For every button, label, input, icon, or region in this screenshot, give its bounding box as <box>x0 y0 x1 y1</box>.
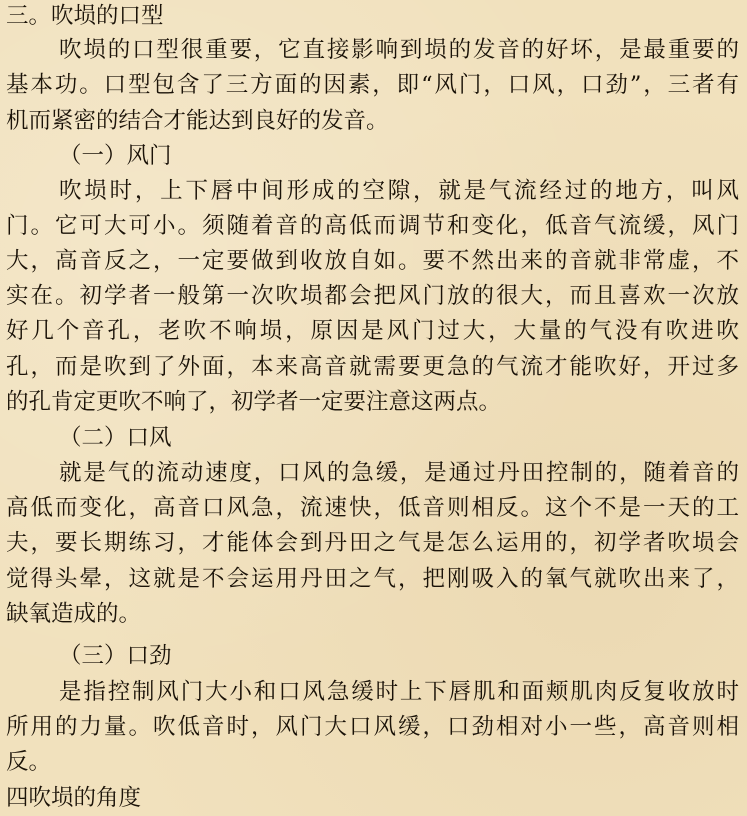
subsection-heading: （三）口劲 <box>59 643 172 669</box>
paragraph-line: 基本功。口型包含了三方面的因素，即“风门，口风，口劲”，三者有 <box>6 72 739 98</box>
paragraph-line: 反。 <box>6 749 52 775</box>
paragraph-line: 门。它可大可小。须随着音的高低而调节和变化，低音气流缓，风门 <box>6 213 739 239</box>
paragraph-line: 夫，要长期练习，才能体会到丹田之气是怎么运用的，初学者吹埙会 <box>6 530 739 556</box>
section-heading: 三。吹埙的口型 <box>6 3 164 29</box>
paragraph-line: 觉得头晕，这就是不会运用丹田之气，把刚吸入的氧气就吹出来了， <box>6 566 739 592</box>
paragraph-line: 高低而变化，高音口风急，流速快，低音则相反。这个不是一天的工 <box>6 495 739 521</box>
paragraph-line: 吹埙时，上下唇中间形成的空隙，就是气流经过的地方，叫风 <box>59 178 739 204</box>
paragraph-line: 吹埙的口型很重要，它直接影响到埙的发音的好坏，是最重要的 <box>59 37 739 63</box>
subsection-heading: （二）口风 <box>59 425 172 451</box>
paragraph-line: 大，高音反之，一定要做到收放自如。要不然出来的音就非常虚，不 <box>6 248 739 274</box>
paragraph-line: 的孔肯定更吹不响了，初学者一定要注意这两点。 <box>6 389 502 415</box>
paragraph-line: 所用的力量。吹低音时，风门大口风缓，口劲相对小一些，高音则相 <box>6 714 739 740</box>
paragraph-line: 机而紧密的结合才能达到良好的发音。 <box>6 108 389 134</box>
section-heading: 四吹埙的角度 <box>6 785 142 811</box>
paragraph-line: 实在。初学者一般第一次吹埙都会把风门放的很大，而且喜欢一次放 <box>6 283 739 309</box>
paragraph-line: 缺氧造成的。 <box>6 601 142 627</box>
paragraph-line: 就是气的流动速度，口风的急缓，是通过丹田控制的，随着音的 <box>59 460 739 486</box>
subsection-heading: （一）风门 <box>59 143 172 169</box>
paragraph-line: 是指控制风门大小和口风急缓时上下唇肌和面颊肌肉反复收放时 <box>59 679 739 705</box>
paragraph-line: 好几个音孔，老吹不响埙，原因是风门过大，大量的气没有吹进吹 <box>6 318 739 344</box>
paragraph-line: 孔，而是吹到了外面，本来高音就需要更急的气流才能吹好，开过多 <box>6 354 739 380</box>
